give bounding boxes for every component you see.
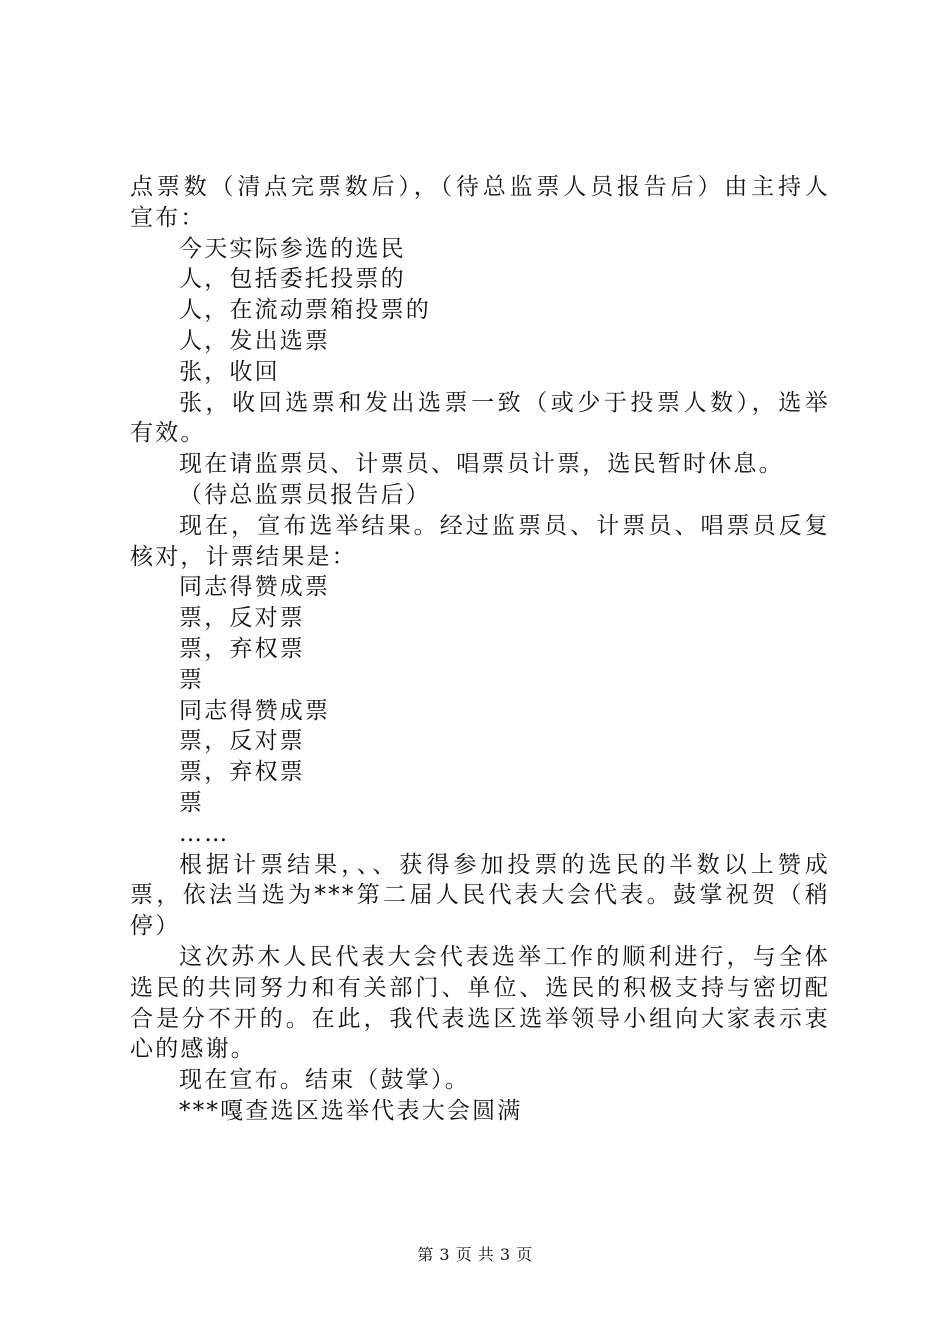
text-line: 同志得赞成票 bbox=[179, 574, 331, 601]
document-body bbox=[130, 172, 830, 1127]
text-line: 有效。 bbox=[130, 420, 206, 447]
text-line: 根据计票结果，、、获得参加投票的选民的半数以上赞成 bbox=[179, 851, 830, 878]
text-line: 票，弃权票 bbox=[179, 635, 305, 662]
text-line: 现在，宣布选举结果。经过监票员、计票员、唱票员反复 bbox=[179, 512, 830, 539]
text-line: 票，弃权票 bbox=[179, 759, 305, 786]
text-line: 今天实际参选的选民 bbox=[179, 235, 406, 262]
text-line: 核对，计票结果是： bbox=[130, 543, 357, 570]
text-line: 票 bbox=[179, 666, 205, 693]
text-line: 现在请监票员、计票员、唱票员计票，选民暂时休息。 bbox=[179, 451, 784, 478]
text-line: 现在宣布。结束（鼓掌）。 bbox=[179, 1067, 470, 1094]
text-line: ***嘎查选区选举代表大会圆满 bbox=[179, 1097, 523, 1124]
text-line: 这次苏木人民代表大会代表选举工作的顺利进行，与全体 bbox=[179, 943, 830, 970]
text-line: 票，反对票 bbox=[179, 605, 305, 632]
text-line: 票 bbox=[179, 789, 205, 816]
text-line: 合是分不开的。在此，我代表选区选举领导小组向大家表示衷 bbox=[130, 1005, 830, 1032]
text-line: 人，包括委托投票的 bbox=[179, 266, 406, 293]
text-line: 宣布： bbox=[130, 204, 206, 231]
text-line: 张，收回 bbox=[179, 358, 280, 385]
page-number-footer: 第 3 页 共 3 页 bbox=[417, 1245, 533, 1264]
text-line: 票，反对票 bbox=[179, 728, 305, 755]
text-line: 人，在流动票箱投票的 bbox=[179, 297, 431, 324]
text-line: 心的感谢。 bbox=[130, 1036, 256, 1063]
text-line: 点票数（清点完票数后），（待总监票人员报告后）由主持人 bbox=[130, 174, 830, 200]
text-line: 选民的共同努力和有关部门、单位、选民的积极支持与密切配 bbox=[130, 974, 830, 1001]
text-line: 张，收回选票和发出选票一致（或少于投票人数），选举 bbox=[179, 389, 830, 416]
text-line: …… bbox=[179, 820, 230, 847]
text-line: 停） bbox=[130, 913, 181, 940]
text-line: （待总监票员报告后） bbox=[179, 481, 431, 508]
text-line: 票，依法当选为***第二届人民代表大会代表。鼓掌祝贺（稍 bbox=[130, 882, 830, 909]
text-line: 人，发出选票 bbox=[179, 327, 331, 354]
text-line: 同志得赞成票 bbox=[179, 697, 331, 724]
